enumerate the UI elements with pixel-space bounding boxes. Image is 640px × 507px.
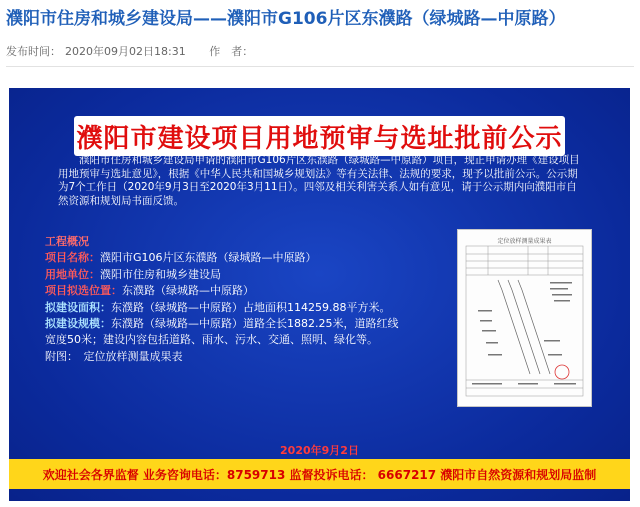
area-value: 东濮路（绿城路—中原路）占地面积114259.88平方米。 [111, 300, 391, 314]
project-name-label: 项目名称： [45, 251, 100, 265]
location-label: 项目拟选位置： [45, 284, 122, 298]
survey-table-drawing [458, 230, 591, 406]
scale-row-2 [45, 332, 465, 348]
scale-line-2: 宽度50米；建设内容包括道路、雨水、污水、交通、照明、绿化等。 [45, 333, 378, 347]
article-meta [6, 43, 257, 59]
project-name: 濮阳市G106片区东濮路（绿城路—中原路） [100, 251, 317, 265]
publish-label: 发布时间： [6, 45, 61, 58]
unit-value: 濮阳市住房和城乡建设局 [100, 267, 221, 281]
supervision-banner: 欢迎社会各界监督 业务咨询电话：8759713 监督投诉电话： 6667217 濮阳市自然资源和规划局监制 [9, 459, 630, 489]
attachment-text: 附图： 定位放样测量成果表 [45, 349, 183, 363]
project-name-row [45, 250, 465, 266]
notice-title: 濮阳市建设项目用地预审与选址批前公示 [74, 116, 565, 156]
unit-row [45, 267, 465, 283]
scale-row [45, 316, 465, 332]
overview-heading: 工程概况 [45, 235, 89, 248]
divider [6, 66, 634, 67]
survey-table-image [458, 230, 591, 406]
location-value: 东濮路（绿城路—中原路） [122, 284, 254, 298]
publish-time: 2020年09月02日18:31 [65, 45, 186, 58]
article-title: 濮阳市住房和城乡建设局——濮阳市G106片区东濮路（绿城路—中原路） [6, 9, 566, 29]
notice-board-image [9, 88, 630, 501]
notice-intro: 濮阳市住房和城乡建设局申请的濮阳市G106片区东濮路（绿城路—中原路）项目，现正申请办理《建设项目用地预审与选址意见》，根据《中华人民共和国城乡规划法》等有关法律、法规的要求，现予以批前公示。公示期为7个工作日（2020年9月3日至2020年3月11日）。四邻及相关利害关系人如有意见，请于公示期内向濮阳市自然资源和规划局书面反馈。 [58, 154, 580, 207]
location-row [45, 283, 465, 299]
scale-line-1: 东濮路（绿城路—中原路）道路全长1882.25米，道路红线 [111, 317, 399, 331]
attachment-row [45, 349, 465, 365]
project-overview [45, 234, 465, 365]
area-row [45, 300, 465, 316]
area-label: 拟建设面积： [45, 300, 111, 314]
notice-date: 2020年9月2日 [280, 444, 359, 457]
author-label: 作 者： [209, 45, 254, 58]
scale-label: 拟建设规模： [45, 317, 111, 331]
unit-label: 用地单位： [45, 267, 100, 281]
survey-table-title: 定位放样测量成果表 [497, 238, 552, 245]
